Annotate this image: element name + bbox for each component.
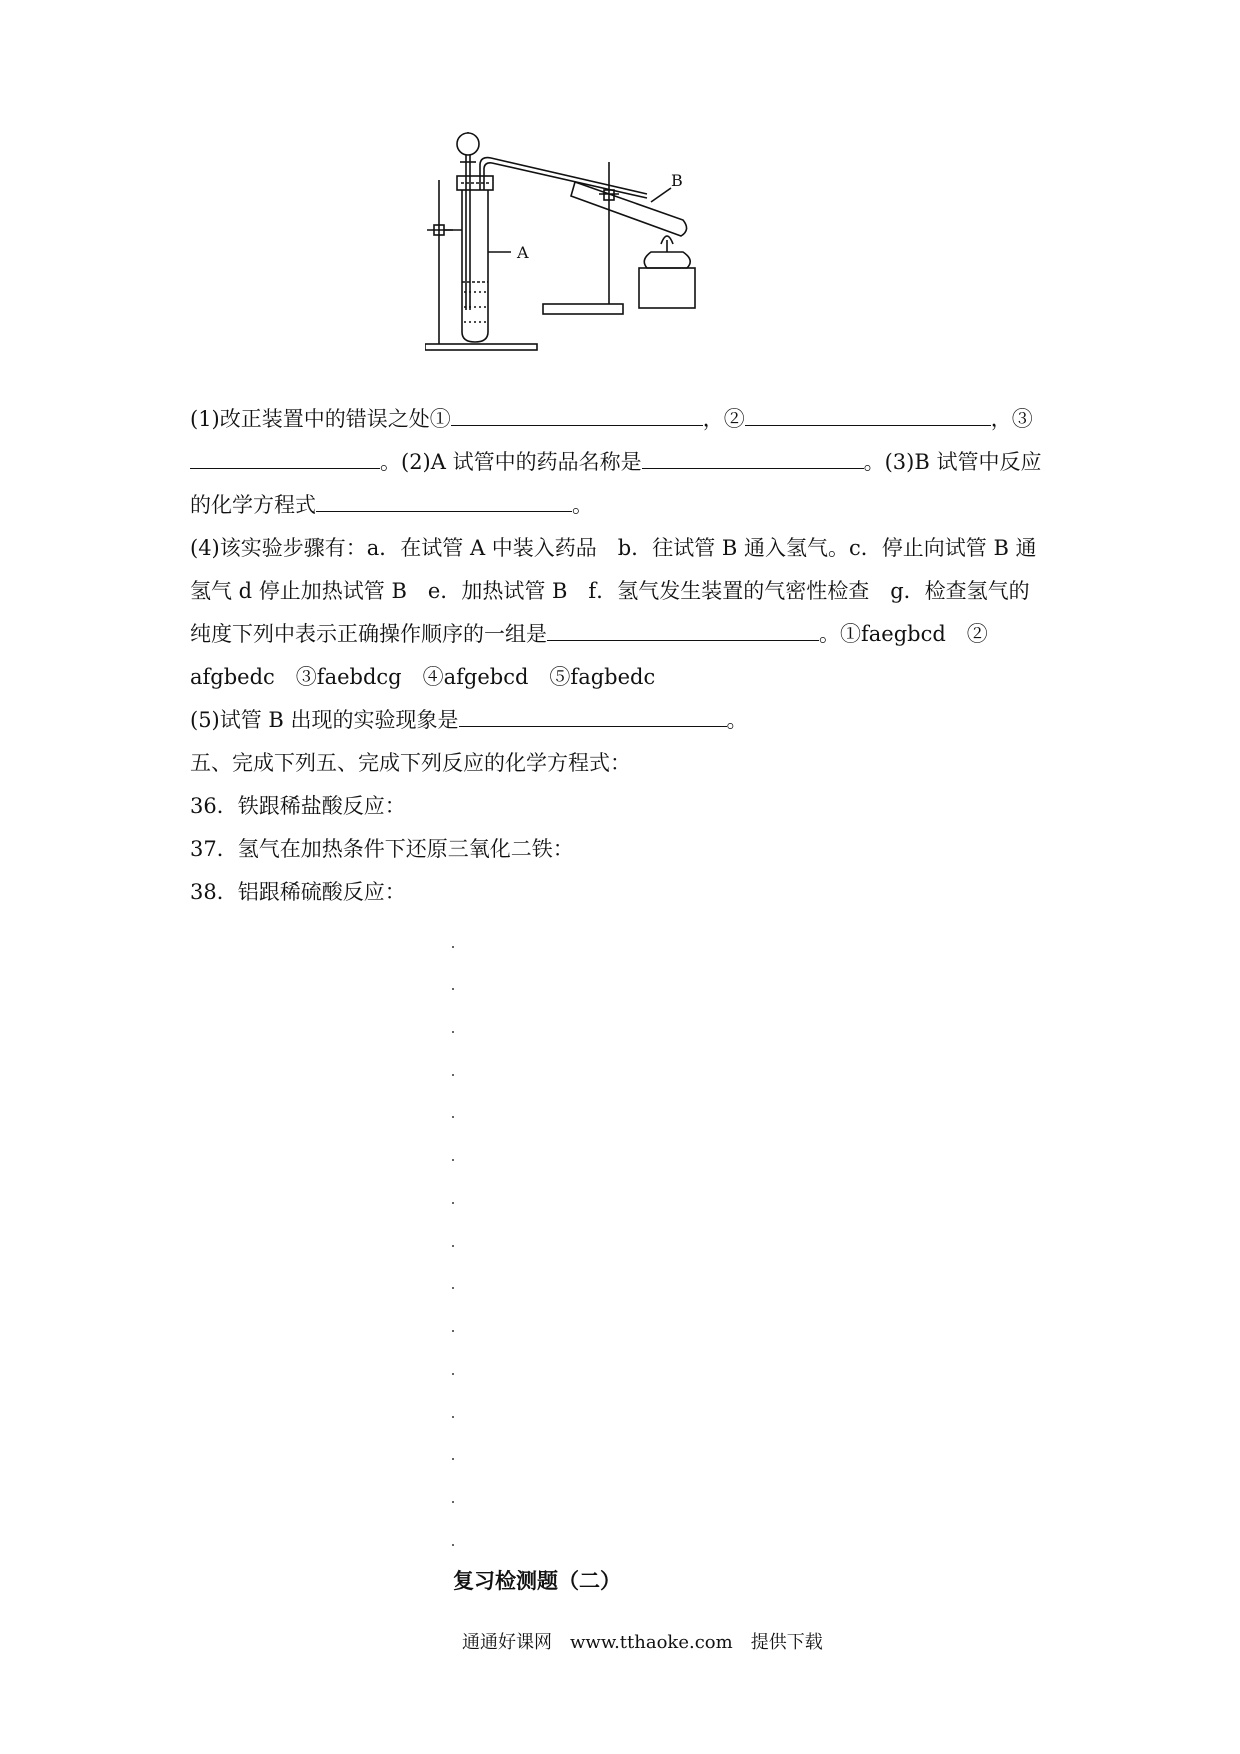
q2-text: 。(2)A 试管中的药品名称是 [380, 450, 642, 474]
answer-blank-3[interactable] [190, 442, 380, 469]
q4-line3-suffix: 。①faegbcd ② [819, 622, 988, 646]
item-36: 36．铁跟稀盐酸反应： [190, 794, 406, 818]
alcohol-lamp [644, 252, 690, 268]
answer-blank-6[interactable] [547, 614, 819, 641]
dot-mark [452, 1373, 454, 1375]
dot-mark [452, 1544, 454, 1546]
dot-mark [452, 1501, 454, 1503]
dot-mark [452, 1031, 454, 1033]
q2-line [190, 441, 1060, 484]
apparatus-figure [425, 132, 765, 358]
dot-mark [452, 1330, 454, 1332]
item-38: 38．铝跟稀硫酸反应： [190, 880, 406, 904]
left-stand-base [425, 344, 537, 350]
q4-line-1: (4)该实验步骤有：a．在试管 A 中装入药品 b．往试管 B 通入氢气。c．停止向试管 B 通 [190, 536, 1037, 560]
label-a: A [517, 243, 529, 262]
dot-mark [452, 1245, 454, 1247]
answer-blank-1[interactable] [451, 399, 703, 426]
q3-cont: 的化学方程式 [190, 493, 316, 517]
question-block [190, 398, 1060, 914]
q1-sep3: ，③ [990, 407, 1033, 431]
q3-end: 。 [572, 493, 593, 517]
dot-mark [452, 988, 454, 990]
q1-prefix: (1)改正装置中的错误之处① [190, 407, 451, 431]
dot-mark [452, 1116, 454, 1118]
answer-blank-2[interactable] [745, 399, 991, 426]
footer-credit: 通通好课网 www.tthaoke.com 提供下载 [462, 1632, 823, 1653]
q4-line-4: afgbedc ③faebdcg ④afgebcd ⑤fagbedc [190, 665, 656, 689]
right-stand-base [543, 304, 623, 314]
q5-line [190, 699, 1060, 742]
q5-prefix: (5)试管 B 出现的实验现象是 [190, 708, 459, 732]
dot-mark [452, 1458, 454, 1460]
dot-mark [452, 1416, 454, 1418]
dot-mark [452, 1287, 454, 1289]
dot-mark [452, 1074, 454, 1076]
q5-end: 。 [726, 708, 748, 732]
q3-text: 。(3)B 试管中反应 [863, 450, 1042, 474]
q4-line-3 [190, 613, 1060, 656]
q1-sep2: ，② [702, 407, 745, 431]
funnel [457, 133, 479, 155]
q4-line3-prefix: 纯度下列中表示正确操作顺序的一组是 [190, 622, 547, 646]
dot-mark [452, 1159, 454, 1161]
section5-heading: 五、完成下列五、完成下列反应的化学方程式： [190, 751, 631, 775]
answer-blank-7[interactable] [459, 700, 727, 727]
section-title: 复习检测题（二） [453, 1569, 621, 1593]
dot-mark [452, 1202, 454, 1204]
answer-blank-4[interactable] [642, 442, 864, 469]
q4-line-2: 氢气 d 停止加热试管 B e．加热试管 B f．氢气发生装置的气密性检查 g．检查氢气的 [190, 579, 1030, 603]
dot-mark [452, 946, 454, 948]
label-b: B [671, 171, 683, 190]
answer-blank-5[interactable] [316, 485, 572, 512]
q1-line [190, 398, 1060, 441]
item-37: 37．氢气在加热条件下还原三氧化二铁： [190, 837, 574, 861]
support-block [639, 268, 695, 308]
q3-line [190, 484, 1060, 527]
